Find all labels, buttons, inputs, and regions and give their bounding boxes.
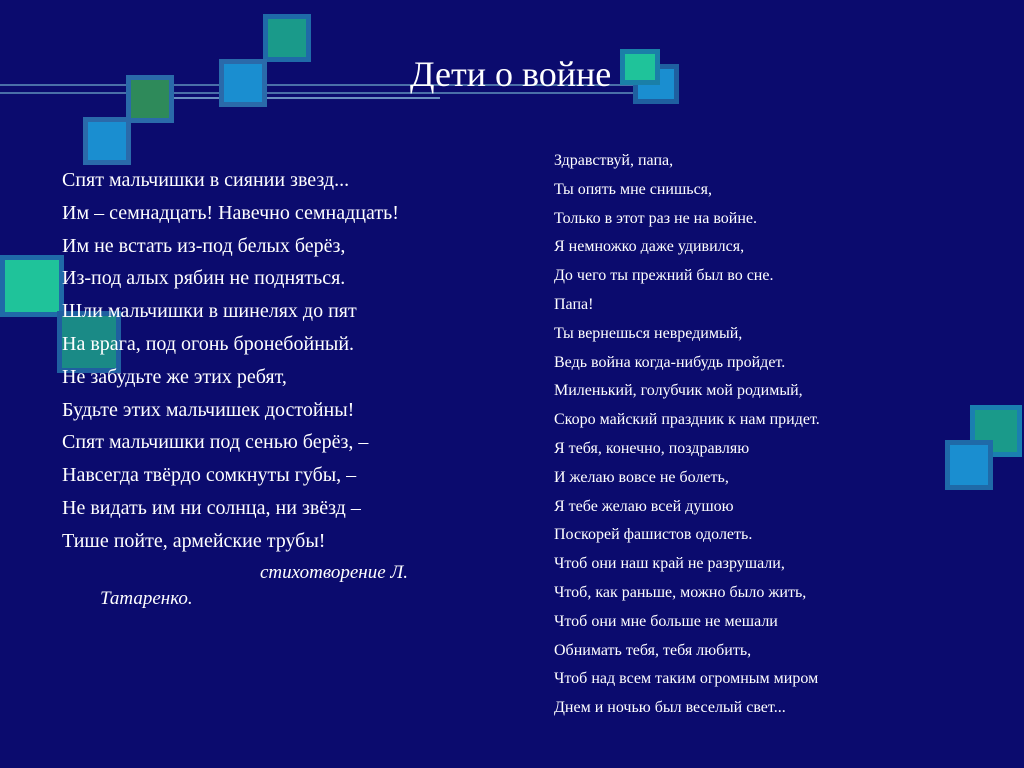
poem-line: Навсегда твёрдо сомкнуты губы, – xyxy=(62,464,357,487)
poem-line: Не забудьте же этих ребят, xyxy=(62,365,287,388)
poem-line: Здравствуй, папа, xyxy=(554,152,674,169)
poem-line: Обнимать тебя, тебя любить, xyxy=(554,641,752,659)
attribution-line: Татаренко. xyxy=(100,588,193,609)
poem-line: Скоро майский праздник к нам придет. xyxy=(554,411,820,429)
poem-attribution xyxy=(100,560,460,612)
poem-line: Миленький, голубчик мой родимый, xyxy=(554,382,803,400)
right-poem xyxy=(554,147,954,723)
decorative-line xyxy=(150,97,440,99)
poem-line: Я немножко даже удивился, xyxy=(554,238,745,256)
left-poem xyxy=(62,164,532,558)
poem-line: Ты вернешься невредимый, xyxy=(554,324,743,342)
decorative-square xyxy=(620,49,660,85)
poem-line: Днем и ночью был веселый свет... xyxy=(554,699,786,717)
poem-line: Чтоб они наш край не разрушали, xyxy=(554,555,785,573)
poem-line: Им – семнадцать! Навечно семнадцать! xyxy=(62,201,399,224)
poem-line: Папа! xyxy=(554,295,594,313)
poem-line: Чтоб над всем таким огромным миром xyxy=(554,670,819,688)
poem-line: На врага, под огонь бронебойный. xyxy=(62,332,355,355)
decorative-square xyxy=(219,59,267,107)
decorative-square xyxy=(0,255,64,317)
slide-title: Дети о войне xyxy=(410,54,612,94)
poem-line: Из-под алых рябин не подняться. xyxy=(62,267,346,290)
poem-line: Ты опять мне снишься, xyxy=(554,180,713,198)
decorative-square xyxy=(83,117,131,165)
poem-line: Чтоб они мне больше не мешали xyxy=(554,612,778,630)
decorative-square xyxy=(263,14,311,62)
poem-line: Шли мальчишки в шинелях до пят xyxy=(62,300,357,323)
decorative-square xyxy=(126,75,174,123)
poem-line: Спят мальчишки в сиянии звезд... xyxy=(62,169,350,191)
poem-line: До чего ты прежний был во сне. xyxy=(554,267,774,285)
poem-line: Поскорей фашистов одолеть. xyxy=(554,526,753,544)
poem-line: Будьте этих мальчишек достойны! xyxy=(62,398,355,421)
poem-line: Я тебя, конечно, поздравляю xyxy=(554,439,750,457)
poem-line: Ведь война когда-нибудь пройдет. xyxy=(554,353,786,371)
poem-line: Только в этот раз не на войне. xyxy=(554,209,758,227)
poem-line: И желаю вовсе не болеть, xyxy=(554,468,729,486)
poem-line: Спят мальчишки под сенью берёз, – xyxy=(62,431,369,454)
poem-line: Не видать им ни солнца, ни звёзд – xyxy=(62,496,361,519)
poem-line: Я тебе желаю всей душою xyxy=(554,497,734,515)
poem-line: Им не встать из-под белых берёз, xyxy=(62,234,346,257)
attribution-line: стихотворение Л. xyxy=(260,562,408,583)
poem-line: Чтоб, как раньше, можно было жить, xyxy=(554,583,807,601)
poem-line: Тише пойте, армейские трубы! xyxy=(62,529,326,552)
